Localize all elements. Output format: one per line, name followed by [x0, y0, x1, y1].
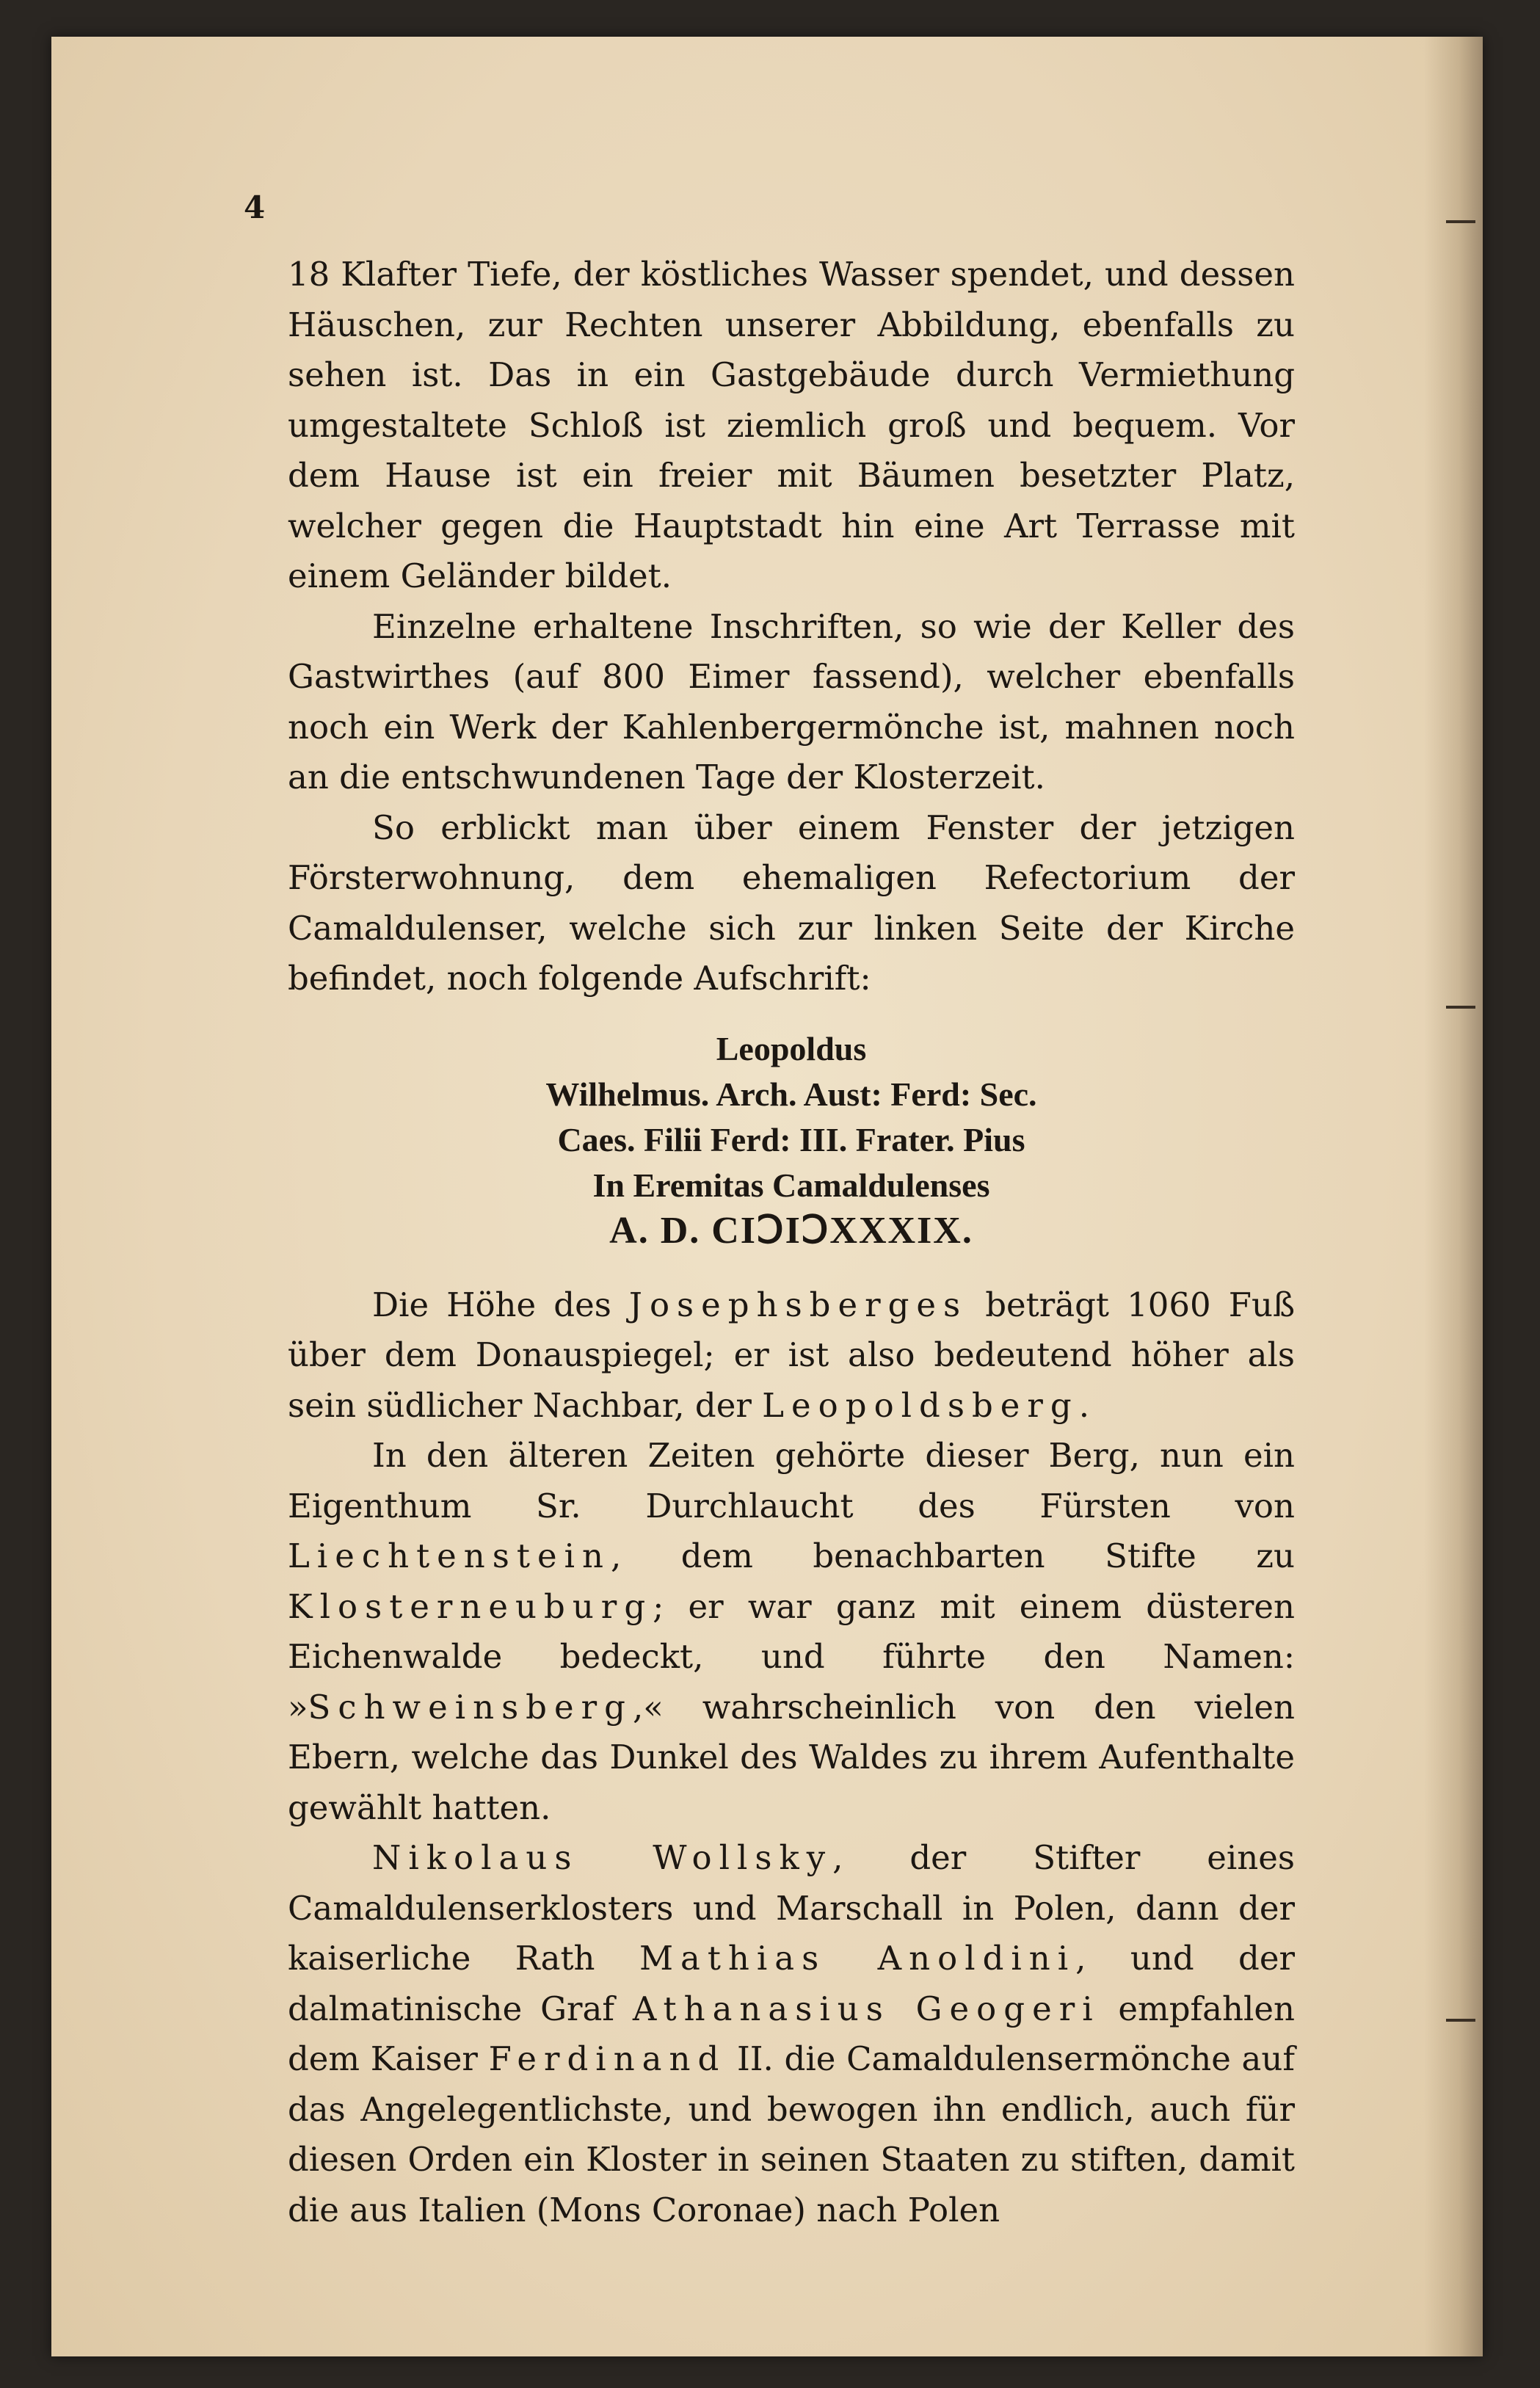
text-run: In den älteren Zeiten gehörte dieser Berg, nun ein Eigenthum Sr. Durchlaucht des Fürsten von [288, 1436, 1295, 1525]
spaced-name-klosterneuburg: Klosterneuburg [288, 1586, 653, 1626]
spaced-name-ferdinand: Ferdinand [488, 2039, 727, 2078]
text-run: , der Stifter eines Camaldulenserklosters und Marschall in Polen, dann der kaiserliche Rath [288, 1838, 1295, 1978]
paragraph-4 [288, 1280, 1295, 1431]
inscription-line-4: In Eremitas Camaldulenses [592, 1166, 990, 1204]
binding-stitch [1446, 2019, 1475, 2022]
spaced-name-wollsky: Nikolaus Wollsky [372, 1838, 833, 1877]
text-run: II. die Camaldulensermönche auf das Angelegentlichste, und bewogen ihn endlich, auch für diesen Orden ein Kloster in seinen Staaten zu stiften, damit die aus Italien (Mons Coronae) nach Polen [288, 2039, 1295, 2229]
spaced-name-josephsberg: Josephsberges [628, 1285, 968, 1324]
paragraph-3: So erblickt man über einem Fenster der jetzigen Försterwohnung, dem ehemaligen Refectorium der Camaldulenser, welche sich zur linken Seite der Kirche befindet, noch folgende Aufschrift: [288, 808, 1295, 998]
latin-inscription [288, 1026, 1295, 1254]
page-number: 4 [244, 189, 266, 225]
spaced-name-liechtenstein: Liechtenstein [288, 1536, 611, 1575]
page-spine-shadow [1424, 37, 1483, 2356]
text-run: ,« wahrscheinlich von den vielen Ebern, welche das Dunkel des Waldes zu ihrem Aufenthalte gewählt hatten. [288, 1687, 1295, 1827]
text-run: Die Höhe des [372, 1285, 629, 1324]
inscription-line-1: Leopoldus [716, 1029, 867, 1067]
text-run: , und der dalmatinische Graf [288, 1939, 1295, 2028]
inscription-line-2: Wilhelmus. Arch. Aust: Ferd: Sec. [545, 1075, 1037, 1113]
spaced-name-geogeri: Athanasius Geogeri [632, 1989, 1100, 2028]
text-run: ; er war ganz mit einem düsteren Eichenwalde bedeckt, und führte den Namen: » [288, 1586, 1295, 1727]
inscription-line-3: Caes. Filii Ferd: III. Frater. Pius [557, 1120, 1025, 1158]
paragraph-5 [288, 1431, 1295, 1833]
spaced-name-schweinsberg: Schweinsberg [308, 1687, 633, 1727]
text-run: . [1078, 1385, 1090, 1425]
inscription-line-5: A. D. CIↃIↃXXXIX. [609, 1209, 973, 1252]
text-run: empfahlen dem Kaiser [288, 1989, 1295, 2078]
binding-stitch [1446, 220, 1475, 223]
binding-stitch [1446, 1006, 1475, 1009]
paragraph-1: 18 Klafter Tiefe, der köstliches Wasser spendet, und dessen Häuschen, zur Rechten unserer Abbildung, ebenfalls zu sehen ist. Das in ein Gastgebäude durch Vermiethung umgestaltete Schloß ist ziemlich groß und bequem. Vor dem Hause ist ein freier mit Bäumen besetzter Platz, welcher gegen die Hauptstadt hin eine Art Terrasse mit einem Geländer bildet. [288, 255, 1295, 595]
spaced-name-anoldini: Mathias Anoldini [639, 1939, 1076, 1978]
text-run: beträgt 1060 Fuß über dem Donauspiegel; er ist also bedeutend höher als sein südlicher Nachbar, der [288, 1285, 1296, 1425]
paragraph-2: Einzelne erhaltene Inschriften, so wie der Keller des Gastwirthes (auf 800 Eimer fassend), welcher ebenfalls noch ein Werk der Kahlenbergermönche ist, mahnen noch an die entschwundenen Tage der Klosterzeit. [288, 606, 1295, 796]
spaced-name-leopoldsberg: Leopoldsberg [762, 1385, 1079, 1425]
body-text [288, 250, 1295, 2235]
paragraph-6 [288, 1833, 1295, 2235]
text-run: , dem benachbarten Stifte zu [610, 1536, 1295, 1575]
